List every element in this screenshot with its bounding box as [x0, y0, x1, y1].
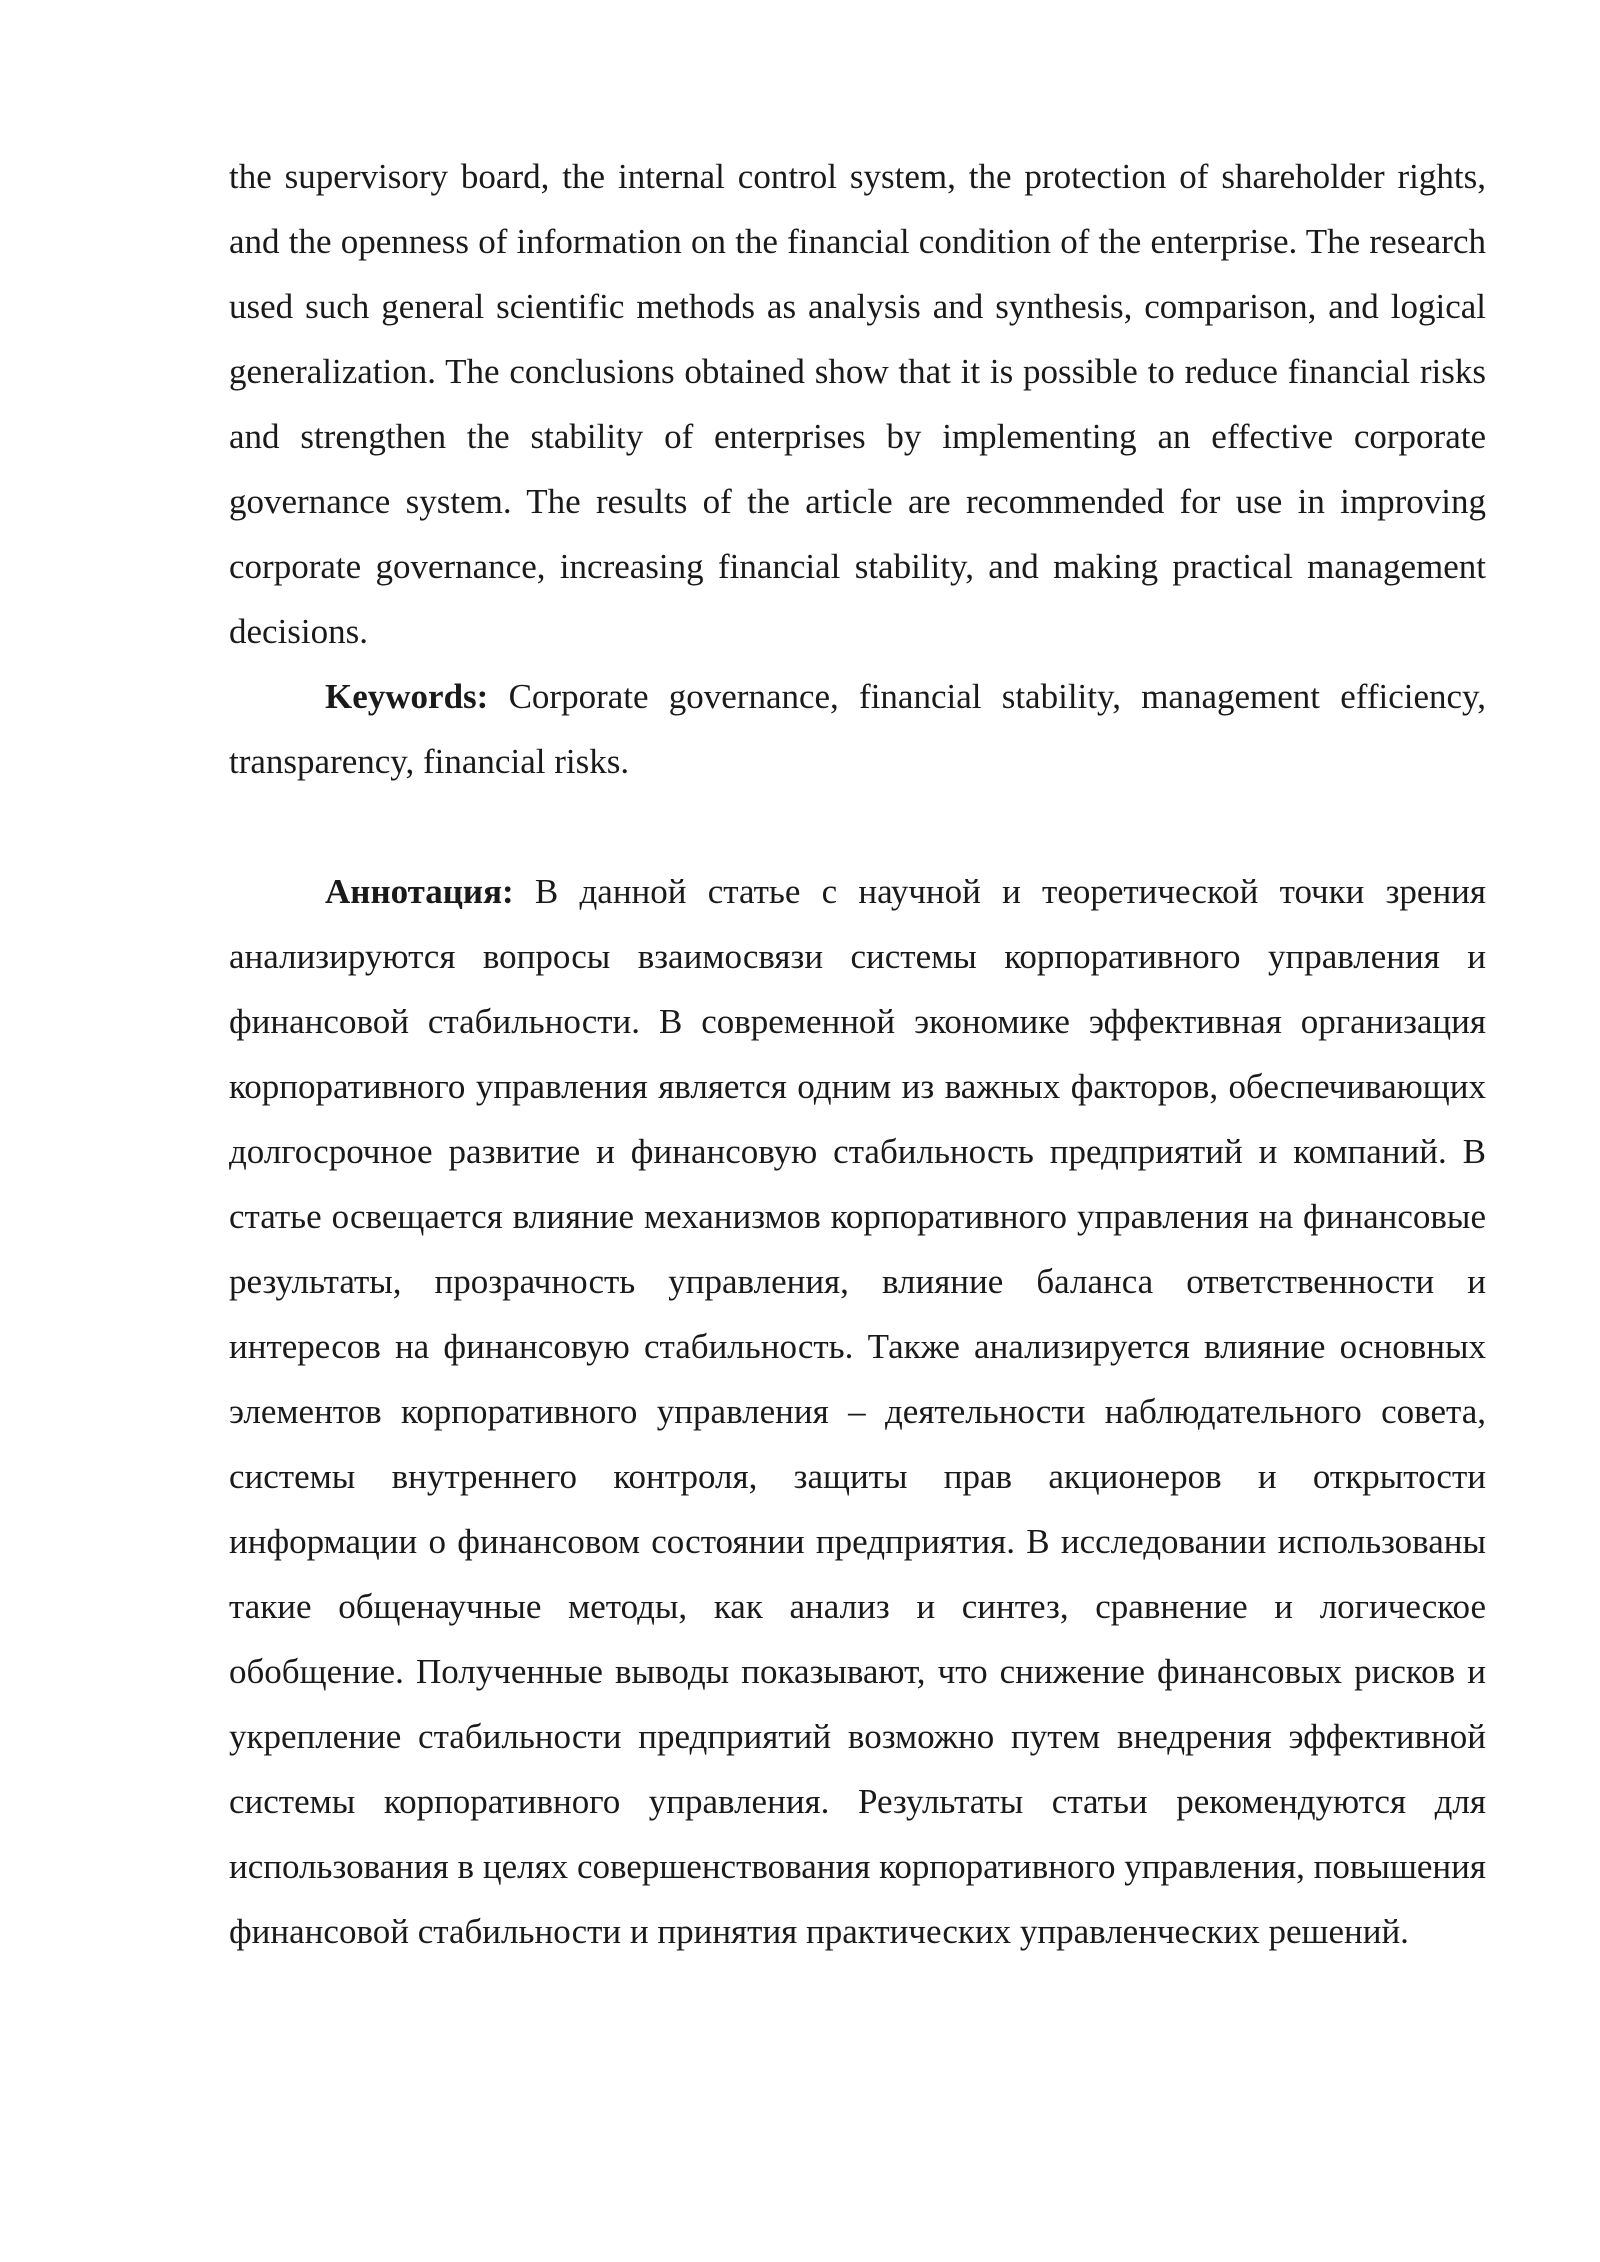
- keywords-paragraph: [229, 664, 1486, 794]
- annotation-paragraph: [229, 859, 1486, 1964]
- keywords-text: Corporate governance, financial stability, management efficiency, transparency, financial risks.: [229, 677, 1487, 781]
- keywords-label: Keywords:: [325, 677, 489, 716]
- annotation-text: В данной статье с научной и теоретической точки зрения анализируются вопросы взаимосвязи системы корпоративного управления и финансовой стабильности. В современной экономике эффективная организация корпоративного управления является одним из важных факторов, обеспечивающих долгосрочное развитие и финансовую стабильность предприятий и компаний. В статье освещается влияние механизмов корпоративного управления на финансовые результаты, прозрачность управления, влияние баланса ответственности и интересов на финансовую стабильность. Также анализируется влияние основных элементов корпоративного управления – деятельности наблюдательного совета, системы внутреннего контроля, защиты прав акционеров и открытости информации о финансовом состоянии предприятия. В исследовании использованы такие общенаучные методы, как анализ и синтез, сравнение и логическое обобщение. Полученные выводы показывают, что снижение финансовых рисков и укрепление стабильности предприятий возможно путем внедрения эффективной системы корпоративного управления. Результаты статьи рекомендуются для использования в целях совершенствования корпоративного управления, повышения финансовой стабильности и принятия практических управленческих решений.: [229, 872, 1487, 1951]
- abstract-continuation-paragraph: the supervisory board, the internal control system, the protection of shareholder rights, and the openness of information on the financial condition of the enterprise. The research used such general scientific methods as analysis and synthesis, comparison, and logical generalization. The conclusions obtained show that it is possible to reduce financial risks and strengthen the stability of enterprises by implementing an effective corporate governance system. The results of the article are recommended for use in improving corporate governance, increasing financial stability, and making practical management decisions.: [229, 157, 1486, 651]
- annotation-label: Аннотация:: [325, 872, 514, 911]
